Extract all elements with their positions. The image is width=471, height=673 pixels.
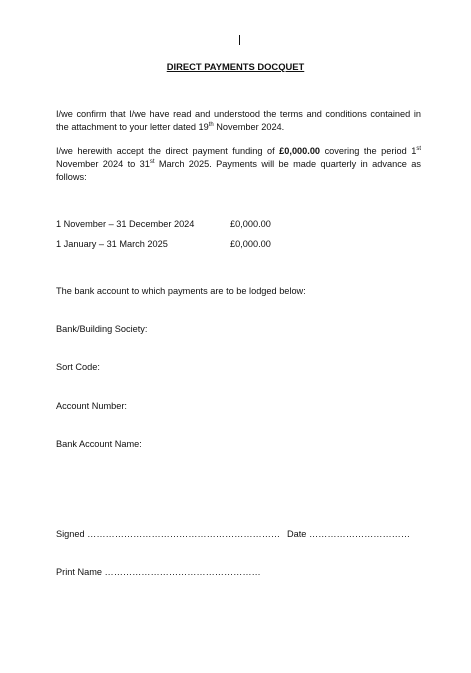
account-number-field-label: Account Number: xyxy=(56,401,127,411)
date-ordinal: th xyxy=(208,121,214,128)
bank-intro-text: The bank account to which payments are to be lodged below: xyxy=(56,286,306,296)
sort-code-field-label: Sort Code: xyxy=(56,362,100,372)
end-ordinal: st xyxy=(149,158,155,165)
schedule-period: 1 January – 31 March 2025 xyxy=(56,239,168,249)
schedule-amount: £0,000.00 xyxy=(230,219,271,229)
funding-amount: £0,000.00 xyxy=(279,146,321,156)
confirmation-paragraph xyxy=(56,108,421,134)
confirmation-text-start: I/we confirm that I/we have read and understood the terms and conditions contained in the attachment to your letter dated 19 xyxy=(56,109,421,132)
signed-line: Signed ……………………………………………………… xyxy=(56,529,281,539)
confirmation-text-end: November 2024. xyxy=(213,122,285,132)
date-line: Date …………………………… xyxy=(287,529,411,539)
acceptance-text-4: March 2025. Payments will be made quarterly in advance as follows: xyxy=(56,159,421,182)
account-name-field-label: Bank Account Name: xyxy=(56,439,142,449)
acceptance-text-1: I/we herewith accept the direct payment funding of xyxy=(56,146,280,156)
bank-field-label: Bank/Building Society: xyxy=(56,324,148,334)
text-cursor xyxy=(239,35,240,45)
start-ordinal: st xyxy=(416,145,421,152)
acceptance-text-2: covering the period 1 xyxy=(320,146,417,156)
acceptance-paragraph xyxy=(56,145,421,184)
schedule-amount: £0,000.00 xyxy=(230,239,271,249)
document-title: DIRECT PAYMENTS DOCQUET xyxy=(166,61,305,72)
print-name-line: Print Name …………………………………………… xyxy=(56,567,261,577)
acceptance-text-3: November 2024 to 31 xyxy=(56,159,150,169)
schedule-period: 1 November – 31 December 2024 xyxy=(56,219,195,229)
